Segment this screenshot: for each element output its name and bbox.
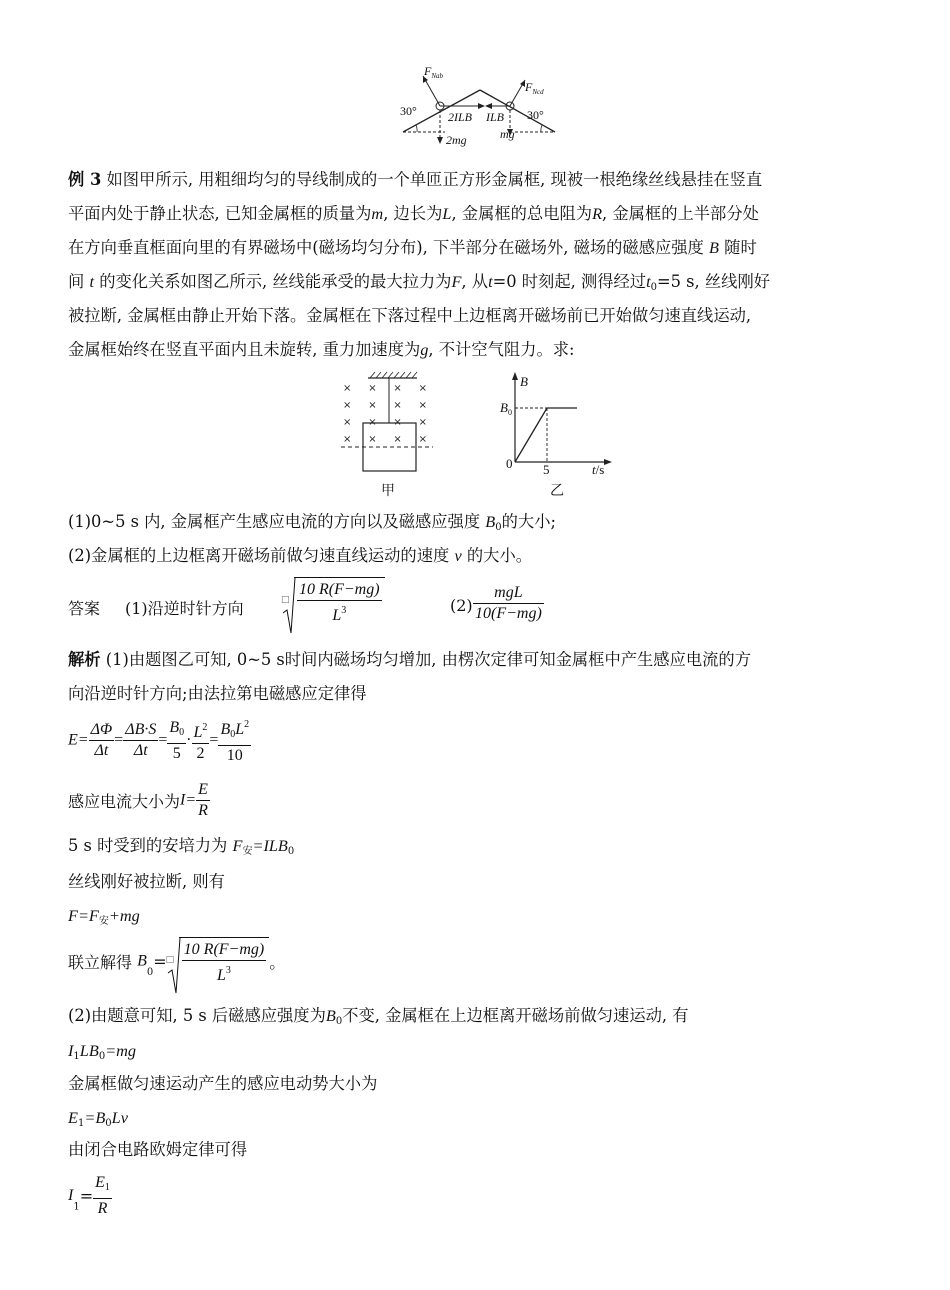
equation-i1lb: $I_1LB_0=mg$	[68, 1041, 137, 1062]
equation-e1: $E_1=B_0Lv$	[68, 1108, 128, 1129]
tick-5-label: 5	[543, 462, 550, 477]
angle-right-label: 30°	[527, 108, 544, 122]
answer-sqrt: □ $\frac{10 R(F-mg)}{L^3}$	[282, 577, 385, 626]
force-diagram	[395, 62, 565, 152]
fnab-label: $F_{Nab}$	[424, 64, 444, 80]
axis-t-label: t/s	[592, 462, 605, 477]
equation-i1: $I_1=$ $\frac{E_1}{R}$	[68, 1174, 110, 1217]
analysis-part2-line: (2)由题意可知, 5 s 后磁感应强度为$B_0$不变, 金属框在上边框离开磁场前做匀速运动, 有	[68, 1006, 689, 1027]
analysis-line-2: 向沿逆时针方向;由法拉第电磁感应定律得	[68, 684, 367, 703]
analysis-label: 解析	[68, 650, 101, 669]
analysis-emf-line: 金属框做匀速运动产生的感应电动势大小为	[68, 1074, 378, 1093]
field-crosses: × × × × × × × × × × × × × × × ×	[343, 383, 427, 445]
weight-2mg-label: 2mg	[446, 133, 467, 147]
figure-jia-label: 甲	[381, 483, 395, 499]
weight-mg-label: mg	[500, 127, 515, 141]
force-ilb-label: ILB	[486, 110, 504, 124]
question-1: (1)0~5 s 内, 金属框产生感应电流的方向以及磁感应强度 $B_0$的大小;	[68, 512, 556, 533]
force-2ilb-label: 2ILB	[448, 110, 472, 124]
equation-current: 感应电流大小为I= $\frac{E}{R}$	[68, 781, 208, 819]
analysis-ohm-line: 由闭合电路欧姆定律可得	[68, 1140, 248, 1159]
answer-part2: (2)	[450, 596, 473, 615]
axis-b-label: B	[520, 374, 528, 389]
example-line-5: 被拉断, 金属框由静止开始下落。金属框在下落过程中上边框离开磁场前已开始做匀速直线运动,	[68, 306, 752, 325]
example-label: 例 3	[68, 170, 102, 189]
analysis-ampere-line: 5 s 时受到的安培力为 $F_安=ILB_0$	[68, 836, 295, 857]
example-line-2: 平面内处于静止状态, 已知金属框的质量为m, 边长为L, 金属框的总电阻为R, 金属框的上半部分处	[68, 204, 759, 223]
fncd-label: $F_{Ncd}$	[525, 80, 544, 96]
example-line-6: 金属框始终在竖直平面内且未旋转, 重力加速度为g, 不计空气阻力。求:	[68, 340, 575, 359]
answer-label: 答案	[68, 599, 101, 618]
equation-emf: E= $\frac{\Delta\Phi}{\Delta t}$ = $\frac{\Delta B\cdot S}{\Delta t}$ = $\frac{B_0}{5}$ · $\frac{L^2}{2}$ = $\frac{B_0L^2}{10}$	[68, 715, 251, 766]
analysis-line-1: 解析 (1)由题图乙可知, 0~5 s时间内磁场均匀增加, 由楞次定律可知金属框中产生感应电流的方	[68, 650, 751, 669]
equation-b0: 联立解得 $B_0=$ □ $\frac{10 R(F-mg)}{L^3}$ 。	[68, 937, 285, 986]
answer-frac2: $\frac{\text{mgL}}{10(F-mg)}$	[475, 584, 542, 622]
answer-part1: (1)沿逆时针方向	[125, 599, 244, 618]
figure-yi-graph	[495, 372, 615, 472]
analysis-break-line: 丝线刚好被拉断, 则有	[68, 872, 225, 891]
example-line-4: 间 t 的变化关系如图乙所示, 丝线能承受的最大拉力为F, 从t=0 时刻起, 测得经过$t_0=5$ s, 丝线刚好	[68, 272, 771, 293]
b0-tick-label: $B_0$	[500, 400, 512, 417]
origin-label: 0	[506, 456, 513, 471]
example-line-1: 例 3 如图甲所示, 用粗细均匀的导线制成的一个单匝正方形金属框, 现被一根绝缘丝线悬挂在竖直	[68, 170, 763, 189]
equation-force: $F=F_安+mg$	[68, 906, 140, 927]
example-line-3: 在方向垂直框面向里的有界磁场中(磁场均匀分布), 下半部分在磁场外, 磁场的磁感应强度 B 随时	[68, 238, 757, 257]
question-2: (2)金属框的上边框离开磁场前做匀速直线运动的速度 v 的大小。	[68, 546, 533, 565]
angle-left-label: 30°	[400, 104, 417, 118]
figure-yi-label: 乙	[550, 483, 564, 499]
